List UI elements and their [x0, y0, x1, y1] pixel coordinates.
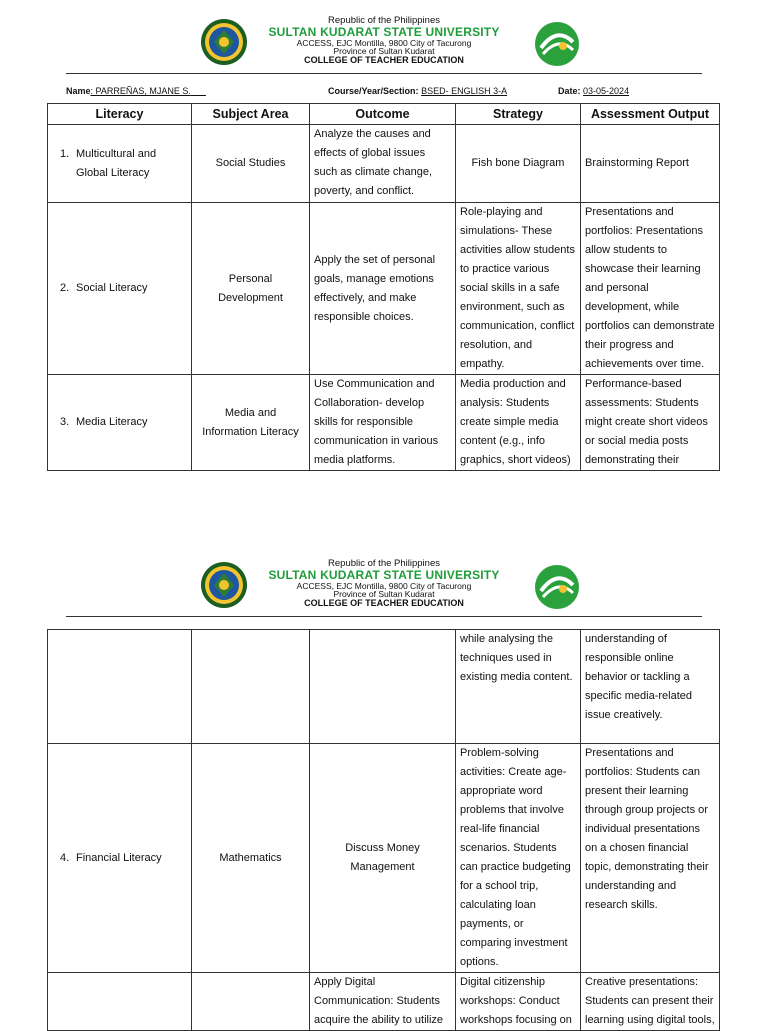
- college-logo-icon: [533, 20, 581, 68]
- outcome-cell: Apply the set of personal goals, manage emotions effectively, and make responsible choices.: [310, 203, 456, 375]
- strategy-cell: Fish bone Diagram: [456, 125, 581, 203]
- table-header-row: [48, 104, 720, 125]
- header-literacy: Literacy: [48, 104, 192, 125]
- outcome-cell: Use Communication and Collaboration- develop skills for responsible communication in various media platforms.: [310, 375, 456, 471]
- outcome-cell: [310, 630, 456, 744]
- literacy-cell: 3. Media Literacy: [48, 375, 192, 471]
- address-text: ACCESS, EJC Montilla, 9800 City of Tacurong: [296, 37, 472, 48]
- assessment-cell: Creative presentations: Students can present their learning using digital tools,: [581, 973, 720, 1031]
- subject-cell: Personal Development: [192, 203, 310, 375]
- republic-text: Republic of the Philippines: [328, 558, 440, 569]
- assessment-cell: Presentations and portfolios: Students can present their learning through group projects or individual presentations on a chosen financial topic, demonstrating their understanding and research skills.: [581, 744, 720, 973]
- literacy-table-page1: [47, 103, 720, 471]
- header-rule: [66, 73, 702, 74]
- assessment-cell: Brainstorming Report: [581, 125, 720, 203]
- name-field: Name: PARREÑAS, MJANE S.: [66, 86, 191, 96]
- university-name: SULTAN KUDARAT STATE UNIVERSITY: [268, 567, 500, 582]
- college-name: COLLEGE OF TEACHER EDUCATION: [304, 55, 464, 66]
- header-outcome: Outcome: [310, 104, 456, 125]
- assessment-cell: Presentations and portfolios: Presentations allow students to showcase their learning and personal development, while portfolios can demonstrate their progress and achievements over time.: [581, 203, 720, 375]
- assessment-cell: understanding of responsible online behavior or tackling a specific media-related issue creatively.: [581, 630, 720, 744]
- table-row: [48, 630, 720, 744]
- table-row: [48, 125, 720, 203]
- course-field: Course/Year/Section: BSED- ENGLISH 3-A: [328, 86, 508, 96]
- header-subject-area: Subject Area: [192, 104, 310, 125]
- strategy-cell: Digital citizenship workshops: Conduct workshops focusing on: [456, 973, 581, 1031]
- table-row: [48, 744, 720, 973]
- subject-cell: Media and Information Literacy: [192, 375, 310, 471]
- province-text: Province of Sultan Kudarat: [333, 46, 435, 57]
- literacy-table-page2: [47, 629, 720, 1031]
- literacy-cell: 4. Financial Literacy: [48, 744, 192, 973]
- literacy-cell: 2. Social Literacy: [48, 203, 192, 375]
- college-name: COLLEGE OF TEACHER EDUCATION: [304, 598, 464, 609]
- subject-cell: [192, 973, 310, 1031]
- course-value: BSED- ENGLISH 3-A: [421, 86, 508, 96]
- outcome-cell: Apply Digital Communication: Students acquire the ability to utilize: [310, 973, 456, 1031]
- table-row: [48, 375, 720, 471]
- date-value: 03-05-2024: [583, 86, 630, 96]
- republic-text: Republic of the Philippines: [328, 15, 440, 26]
- literacy-cell: 1. Multicultural and Global Literacy: [48, 125, 192, 203]
- literacy-cell: [48, 973, 192, 1031]
- subject-cell: [192, 630, 310, 744]
- table-row: [48, 973, 720, 1031]
- date-field: Date: 03-05-2024: [558, 86, 630, 96]
- province-text: Province of Sultan Kudarat: [333, 589, 435, 600]
- table-row: [48, 203, 720, 375]
- literacy-cell: [48, 630, 192, 744]
- strategy-cell: Media production and analysis: Students create simple media content (e.g., info graphics, short videos): [456, 375, 581, 471]
- strategy-cell: while analysing the techniques used in existing media content.: [456, 630, 581, 744]
- header-strategy: Strategy: [456, 104, 581, 125]
- assessment-cell: Performance-based assessments: Students might create short videos or social media posts demonstrating their: [581, 375, 720, 471]
- header-rule: [66, 616, 702, 617]
- outcome-cell: Analyze the causes and effects of global issues such as climate change, poverty, and conflict.: [310, 125, 456, 203]
- university-name: SULTAN KUDARAT STATE UNIVERSITY: [268, 24, 500, 39]
- college-logo-icon: [533, 563, 581, 611]
- address-text: ACCESS, EJC Montilla, 9800 City of Tacurong: [296, 580, 472, 591]
- subject-cell: Mathematics: [192, 744, 310, 973]
- header-assessment-output: Assessment Output: [581, 104, 720, 125]
- strategy-cell: Problem-solving activities: Create age- appropriate word problems that involve real-life financial scenarios. Students can practice budgeting for a school trip, calculating loan payments, or comparing investment options.: [456, 744, 581, 973]
- outcome-cell: Discuss Money Management: [310, 744, 456, 973]
- subject-cell: Social Studies: [192, 125, 310, 203]
- name-value: : PARREÑAS, MJANE S.: [90, 86, 191, 96]
- strategy-cell: Role-playing and simulations- These activities allow students to practice various social skills in a safe environment, such as communication, conflict resolution, and empathy.: [456, 203, 581, 375]
